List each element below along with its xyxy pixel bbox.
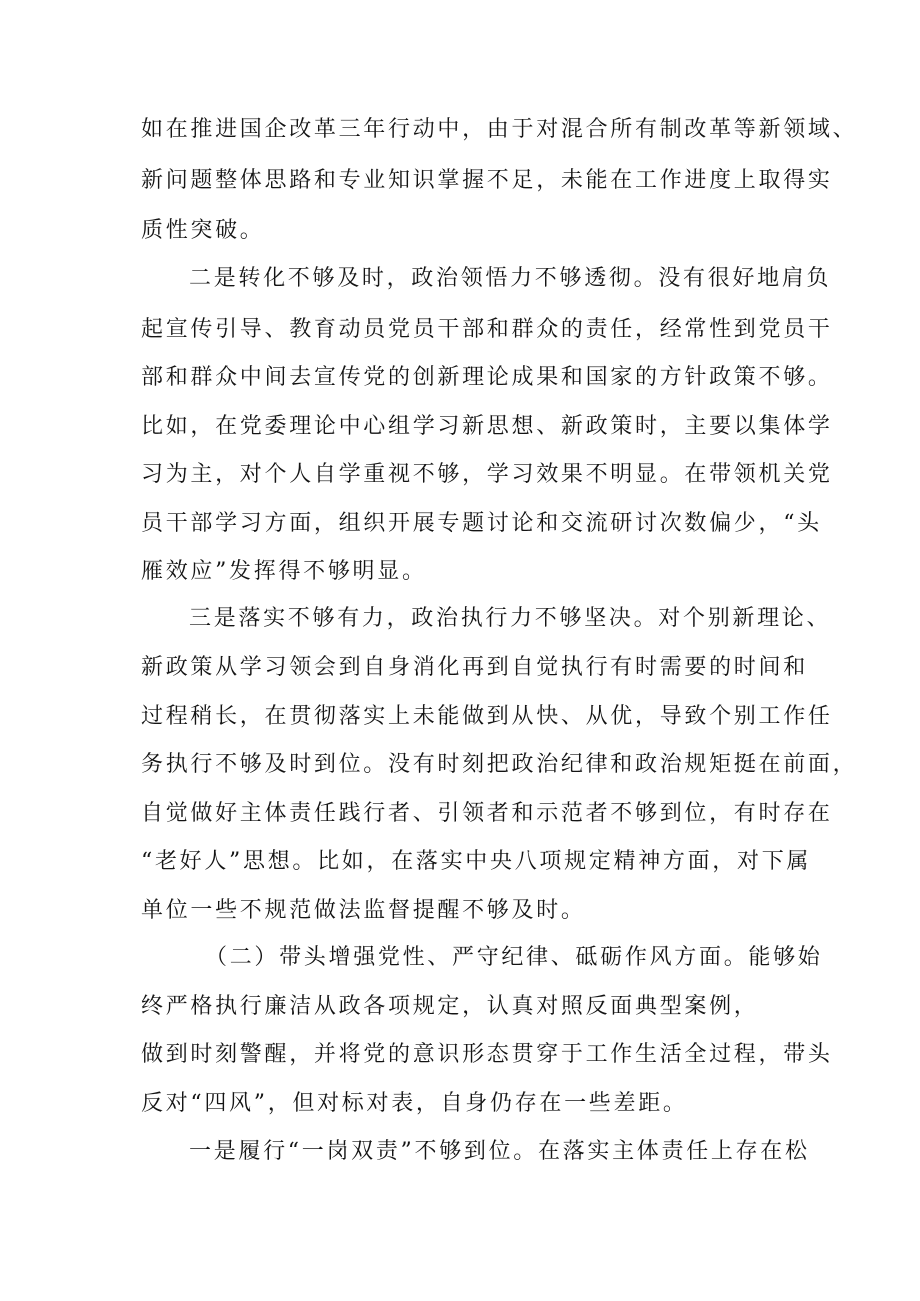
text-line: 新政策从学习领会到自身消化再到自觉执行有时需要的时间和 (141, 655, 808, 680)
text-line: 员干部学习方面，组织开展专题讨论和交流研讨次数偏少，“头 (141, 511, 822, 536)
text-line: 如在推进国企改革三年行动中，由于对混合所有制改革等新领域、 (141, 117, 858, 142)
paragraph-start-line: 三是落实不够有力，政治执行力不够坚决。对个别新理论、 (189, 606, 832, 631)
text-line: 雁效应”发挥得不够明显。 (141, 559, 427, 584)
text-line: 质性突破。 (141, 218, 265, 243)
text-line: 务执行不够及时到位。没有时刻把政治纪律和政治规矩挺在前面， (141, 752, 858, 777)
paragraph-start-line: 二是转化不够及时，政治领悟力不够透彻。没有很好地肩负 (189, 266, 832, 291)
text-line: 做到时刻警醒，并将党的意识形态贯穿于工作生活全过程，带头 (141, 1042, 833, 1067)
text-line: 终严格执行廉洁从政各项规定，认真对照反面典型案例， (141, 994, 759, 1019)
text-line: 单位一些不规范做法监督提醒不够及时。 (141, 898, 586, 923)
text-line: 比如，在党委理论中心组学习新思想、新政策时，主要以集体学 (141, 414, 833, 439)
section-heading-line: （二）带头增强党性、严守纪律、砥砺作风方面。能够始 (205, 945, 823, 970)
text-line: 自觉做好主体责任践行者、引领者和示范者不够到位，有时存在 (141, 801, 833, 826)
text-line: 部和群众中间去宣传党的创新理论成果和国家的方针政策不够。 (141, 365, 833, 390)
text-line: 过程稍长，在贯彻落实上未能做到从快、从优，导致个别工作任 (141, 704, 833, 729)
text-line: 新问题整体思路和专业知识掌握不足，未能在工作进度上取得实 (141, 168, 833, 193)
text-line: 起宣传引导、教育动员党员干部和群众的责任，经常性到党员干 (141, 317, 833, 342)
paragraph-start-line: 一是履行“一岗双责”不够到位。在落实主体责任上存在松 (189, 1139, 810, 1164)
text-line: 反对“四风”，但对标对表，自身仍存在一些差距。 (141, 1091, 688, 1116)
text-line: 习为主，对个人自学重视不够，学习效果不明显。在带领机关党 (141, 462, 833, 487)
text-line: “老好人”思想。比如，在落实中央八项规定精神方面，对下属 (141, 849, 812, 874)
